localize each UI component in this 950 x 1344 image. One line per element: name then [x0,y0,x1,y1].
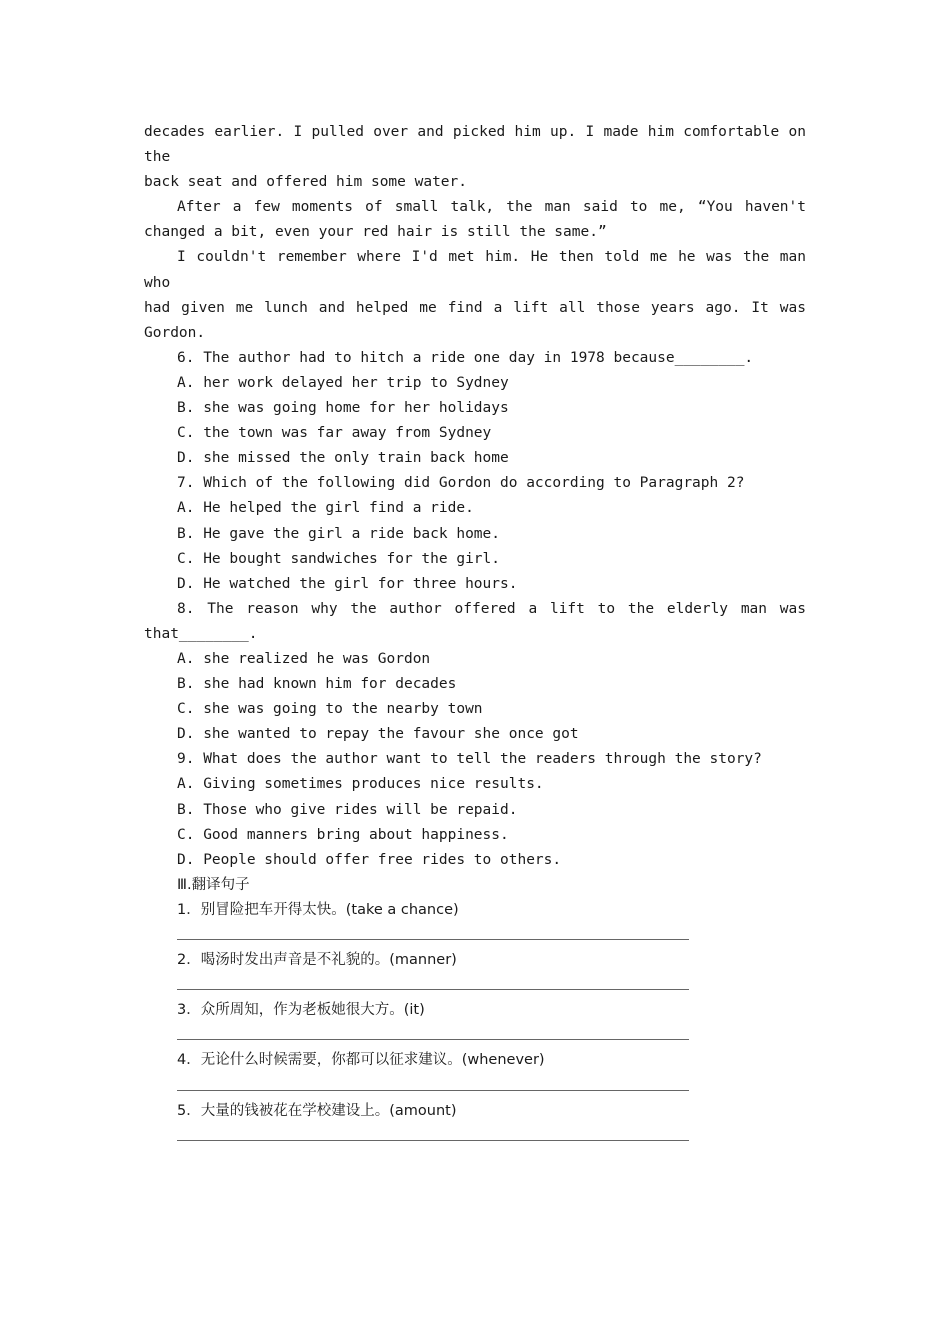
question-9-option-c: C. Good manners bring about happiness. [177,826,509,843]
question-8-option-c: C. she was going to the nearby town [177,701,483,718]
question-6-option-a: A. her work delayed her trip to Sydney [177,374,509,391]
passage-line: had given me lunch and helped me find a lift all those years ago. It was [144,299,806,316]
translation-item-5: 5．大量的钱被花在学校建设上。(amount) [177,1102,457,1119]
question-6-option-b: B. she was going home for her holidays [177,400,509,417]
passage-line: back seat and offered him some water. [144,174,468,191]
question-8-option-a: A. she realized he was Gordon [177,650,431,667]
question-9-option-d: D. People should offer free rides to others. [177,851,562,868]
question-7-stem: 7. Which of the following did Gordon do according to Paragraph 2? [177,475,745,492]
translation-item-4: 4．无论什么时候需要，你都可以征求建议。(whenever) [177,1052,545,1069]
question-6-option-c: C. the town was far away from Sydney [177,425,492,442]
question-8-option-d: D. she wanted to repay the favour she once got [177,726,579,743]
question-6-stem: 6. The author had to hitch a ride one day in 1978 because________. [177,349,754,366]
question-8-stem: 8. The reason why the author offered a lift to the elderly man was [177,600,806,617]
passage-line: decades earlier. I pulled over and picked him up. I made him comfortable on the [144,124,806,166]
question-7-option-d: D. He watched the girl for three hours. [177,575,518,592]
question-9-stem: 9. What does the author want to tell the readers through the story? [177,751,762,768]
question-7-option-c: C. He bought sandwiches for the girl. [177,550,501,567]
question-8-stem-cont: that________. [144,625,258,642]
question-9-option-a: A. Giving sometimes produces nice results. [177,776,544,793]
translation-item-2: 2．喝汤时发出声音是不礼貌的。(manner) [177,952,457,969]
passage-line: After a few moments of small talk, the man said to me, “You haven't [177,199,806,216]
question-9-option-b: B. Those who give rides will be repaid. [177,801,518,818]
translation-item-3: 3．众所周知，作为老板她很大方。(it) [177,1002,425,1019]
document-content [144,120,806,1149]
question-7-option-b: B. He gave the girl a ride back home. [177,525,501,542]
question-8-option-b: B. she had known him for decades [177,676,457,693]
question-6-option-d: D. she missed the only train back home [177,450,509,467]
section-heading: Ⅲ.翻译句子 [177,876,250,893]
question-7-option-a: A. He helped the girl find a ride. [177,500,474,517]
passage-line: Gordon. [144,324,206,341]
translation-item-1: 1．别冒险把车开得太快。(take a chance) [177,901,459,918]
passage-line: changed a bit, even your red hair is still the same.” [144,224,607,241]
passage-line: I couldn't remember where I'd met him. He then told me he was the man who [144,249,806,291]
